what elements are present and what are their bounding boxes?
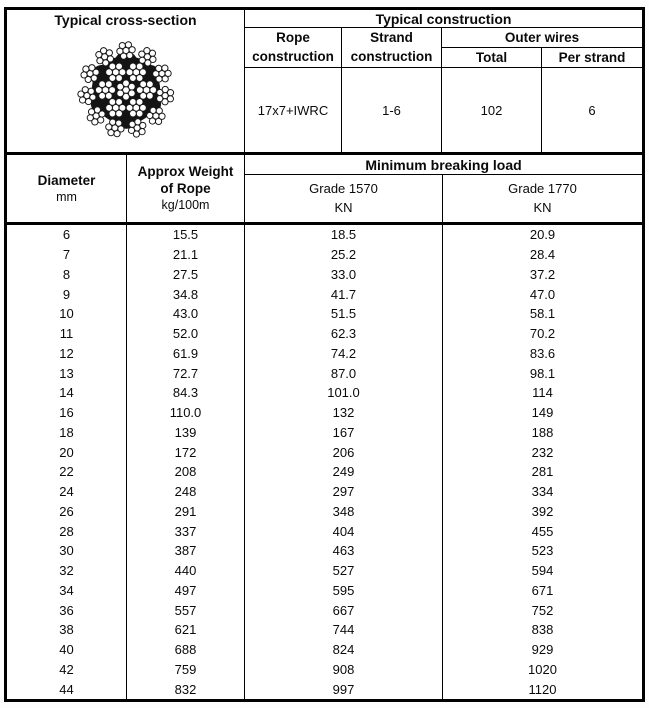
- outer-wires-per-strand-header: Per strand: [542, 48, 642, 68]
- table-cell: 30: [7, 541, 127, 561]
- table-cell: 440: [127, 561, 245, 581]
- table-cell: 20: [7, 442, 127, 462]
- table-cell: 37.2: [529, 266, 556, 282]
- table-cell: 18: [7, 423, 127, 443]
- table-cell: 208: [127, 462, 245, 482]
- table-cell: 22: [7, 462, 127, 482]
- table-cell: 392: [531, 503, 554, 519]
- table-cell: 249: [245, 462, 443, 482]
- column-headers-section: [7, 155, 642, 222]
- table-row: [7, 225, 642, 245]
- weight-header: [127, 155, 245, 222]
- table-cell: 595: [245, 581, 443, 601]
- table-cell: 667: [245, 600, 443, 620]
- table-cell: 32: [7, 561, 127, 581]
- table-cell: 594: [531, 563, 554, 579]
- weight-header-unit: kg/100m: [161, 197, 210, 212]
- outer-wires-total-header: Total: [442, 48, 542, 68]
- table-cell: 58.1: [529, 306, 556, 322]
- table-cell: 41.7: [245, 284, 443, 304]
- table-cell: 557: [127, 600, 245, 620]
- weight-header-line1: Approx Weight: [137, 163, 234, 179]
- table-row: [7, 265, 642, 285]
- table-row: [7, 640, 642, 660]
- table-row: [7, 462, 642, 482]
- table-cell: 248: [127, 482, 245, 502]
- table-row: [7, 541, 642, 561]
- table-row: [7, 521, 642, 541]
- table-cell: 15.5: [127, 225, 245, 245]
- table-cell: 463: [245, 541, 443, 561]
- table-row: [7, 423, 642, 443]
- typical-construction-section: [7, 10, 642, 152]
- table-cell: 139: [127, 423, 245, 443]
- table-cell: 838: [531, 622, 554, 638]
- table-row: [7, 482, 642, 502]
- rope-cross-section-image: [69, 33, 183, 147]
- table-cell: 908: [245, 660, 443, 680]
- table-row: [7, 561, 642, 581]
- table-cell: 188: [531, 424, 554, 440]
- diameter-header-unit: mm: [56, 190, 77, 205]
- table-cell: 44: [7, 679, 127, 699]
- table-cell: 497: [127, 581, 245, 601]
- table-cell: 110.0: [127, 403, 245, 423]
- table-cell: 101.0: [245, 383, 443, 403]
- table-cell: 167: [245, 423, 443, 443]
- table-row: [7, 581, 642, 601]
- table-cell: 455: [531, 523, 554, 539]
- table-cell: 11: [7, 324, 127, 344]
- table-cell: 172: [127, 442, 245, 462]
- strand-construction-value: 1-6: [342, 68, 442, 152]
- cross-section-image-wrap: [7, 28, 244, 152]
- table-cell: 51.5: [245, 304, 443, 324]
- table-cell: 98.1: [529, 365, 556, 381]
- table-cell: 24: [7, 482, 127, 502]
- table-cell: 688: [127, 640, 245, 660]
- table-cell: 40: [7, 640, 127, 660]
- diameter-header-title: Diameter: [37, 172, 96, 188]
- table-row: [7, 442, 642, 462]
- cross-section-title: Typical cross-section: [54, 12, 197, 28]
- outer-wires-per-strand-value: 6: [588, 102, 596, 118]
- table-cell: 13: [7, 363, 127, 383]
- table-cell: 348: [245, 502, 443, 522]
- table-cell: 404: [245, 521, 443, 541]
- table-cell: 18.5: [245, 225, 443, 245]
- table-cell: 84.3: [127, 383, 245, 403]
- table-row: [7, 324, 642, 344]
- grade-1570-header: [245, 175, 443, 222]
- table-cell: 28.4: [529, 247, 556, 263]
- table-row: [7, 600, 642, 620]
- table-cell: 9: [7, 284, 127, 304]
- table-cell: 1020: [528, 661, 557, 677]
- table-row: [7, 284, 642, 304]
- table-cell: 14: [7, 383, 127, 403]
- table-cell: 43.0: [127, 304, 245, 324]
- table-cell: 527: [245, 561, 443, 581]
- grade-1570-label: Grade 1570: [309, 180, 378, 196]
- table-row: [7, 344, 642, 364]
- table-cell: 8: [7, 265, 127, 285]
- table-cell: 52.0: [127, 324, 245, 344]
- grade-1770-unit: KN: [533, 199, 552, 215]
- outer-wires-total-value: 102: [442, 68, 542, 152]
- table-cell: 38: [7, 620, 127, 640]
- table-cell: 929: [531, 642, 554, 658]
- rope-construction-value: 17x7+IWRC: [245, 68, 342, 152]
- diameter-header: [7, 155, 127, 222]
- table-cell: 334: [531, 484, 554, 500]
- table-cell: 114: [532, 385, 553, 401]
- table-cell: 21.1: [127, 245, 245, 265]
- table-cell: 25.2: [245, 245, 443, 265]
- grade-1570-unit: KN: [334, 199, 353, 215]
- grade-1770-label: Grade 1770: [508, 180, 577, 196]
- table-cell: 33.0: [245, 265, 443, 285]
- table-row: [7, 383, 642, 403]
- breaking-load-header: Minimum breaking load: [245, 155, 642, 175]
- table-cell: 671: [531, 582, 554, 598]
- table-cell: 387: [127, 541, 245, 561]
- table-cell: 70.2: [529, 326, 556, 342]
- typical-construction-title: Typical construction: [245, 10, 642, 28]
- table-cell: 10: [7, 304, 127, 324]
- table-cell: 61.9: [127, 344, 245, 364]
- table-cell: 62.3: [245, 324, 443, 344]
- table-cell: 27.5: [127, 265, 245, 285]
- table-cell: 34.8: [127, 284, 245, 304]
- table-row: [7, 620, 642, 640]
- table-row: [7, 363, 642, 383]
- table-cell: 20.9: [529, 227, 556, 243]
- table-cell: 523: [531, 543, 554, 559]
- table-cell: 832: [127, 679, 245, 699]
- table-cell: 132: [245, 403, 443, 423]
- outer-wires-header: Outer wires: [442, 28, 642, 48]
- strand-construction-header: Strand construction: [342, 28, 442, 68]
- table-cell: 26: [7, 502, 127, 522]
- table-row: [7, 403, 642, 423]
- table-cell: 83.6: [529, 345, 556, 361]
- table-cell: 337: [127, 521, 245, 541]
- table-cell: 297: [245, 482, 443, 502]
- table-cell: 47.0: [529, 286, 556, 302]
- table-cell: 6: [7, 225, 127, 245]
- table-cell: 291: [127, 502, 245, 522]
- table-cell: 824: [245, 640, 443, 660]
- table-row: [7, 502, 642, 522]
- table-cell: 87.0: [245, 363, 443, 383]
- table-cell: 1120: [528, 681, 557, 697]
- table-cell: 621: [127, 620, 245, 640]
- table-row: [7, 679, 642, 699]
- table-cell: 34: [7, 581, 127, 601]
- table-cell: 16: [7, 403, 127, 423]
- cross-section-cell: [7, 10, 245, 152]
- table-cell: 12: [7, 344, 127, 364]
- table-cell: 28: [7, 521, 127, 541]
- table-cell: 752: [531, 602, 554, 618]
- table-row: [7, 660, 642, 680]
- spec-table-body: [7, 225, 642, 699]
- table-cell: 149: [531, 405, 554, 421]
- table-cell: 744: [245, 620, 443, 640]
- grade-1770-header: [443, 175, 642, 222]
- table-row: [7, 245, 642, 265]
- table-cell: 72.7: [127, 363, 245, 383]
- table-cell: 232: [531, 444, 554, 460]
- table-cell: 42: [7, 660, 127, 680]
- weight-header-line2: of Rope: [160, 180, 211, 196]
- rope-construction-header: Rope construction: [245, 28, 342, 68]
- rope-spec-table: [4, 7, 645, 702]
- table-cell: 36: [7, 600, 127, 620]
- table-cell: 7: [7, 245, 127, 265]
- table-cell: 997: [245, 679, 443, 699]
- table-cell: 759: [127, 660, 245, 680]
- table-cell: 74.2: [245, 344, 443, 364]
- table-cell: 281: [531, 464, 554, 480]
- table-cell: 206: [245, 442, 443, 462]
- table-row: [7, 304, 642, 324]
